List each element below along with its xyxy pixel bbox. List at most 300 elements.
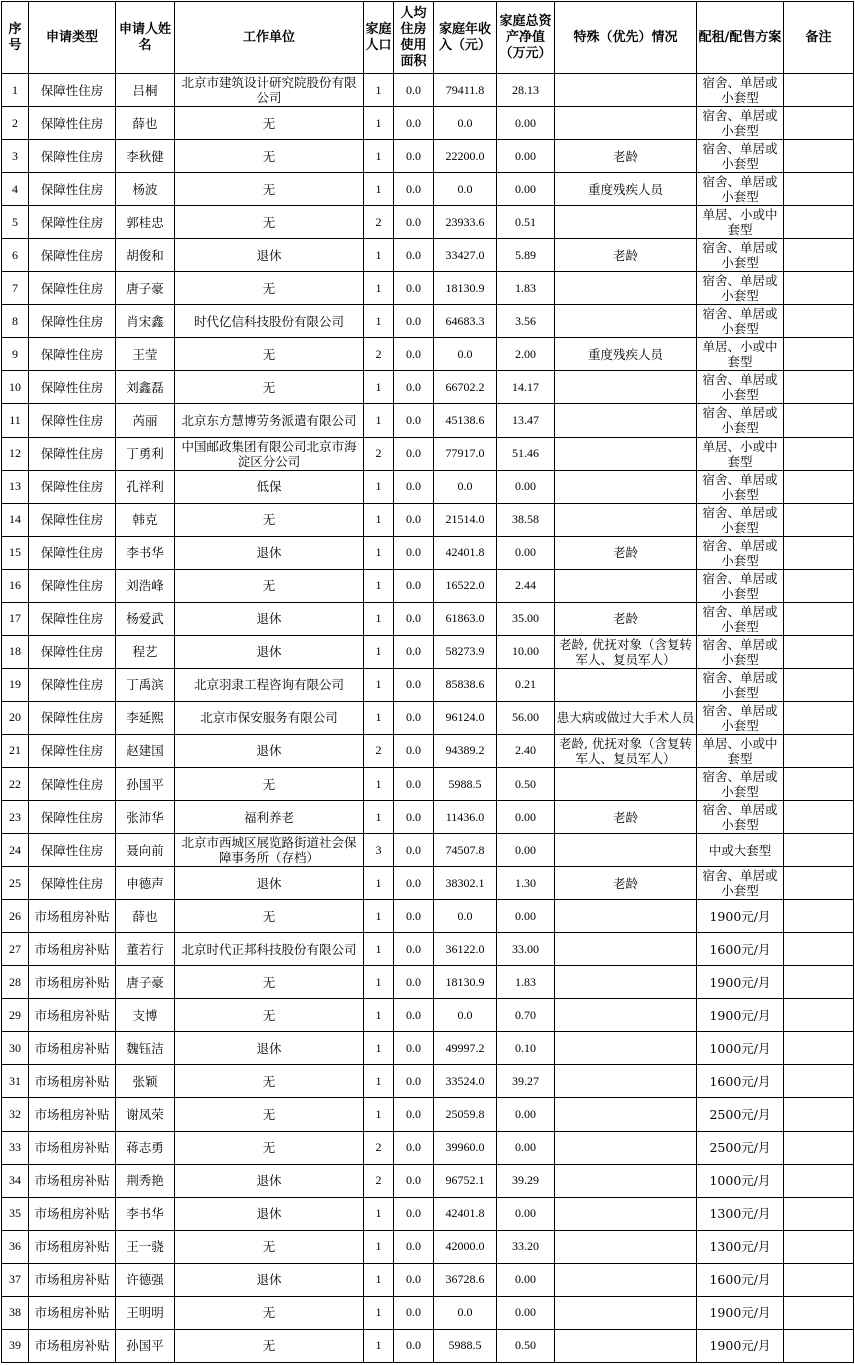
- cell-applicant-name: 李延熙: [116, 701, 175, 734]
- cell-employer: 无: [175, 371, 364, 404]
- cell-applicant-name: 芮丽: [116, 404, 175, 437]
- cell-application-type: 保障性住房: [29, 867, 116, 900]
- header-remarks: 备注: [784, 2, 854, 74]
- cell-employer: 无: [175, 206, 364, 239]
- table-row: [2, 701, 854, 734]
- cell-priority-condition: 重度残疾人员: [555, 173, 697, 206]
- cell-index: 5: [2, 206, 29, 239]
- cell-priority-condition: [555, 437, 697, 470]
- cell-index: 31: [2, 1065, 29, 1098]
- cell-index: 12: [2, 437, 29, 470]
- table-body: [2, 74, 854, 1363]
- cell-annual-income: 18130.9: [434, 966, 497, 999]
- cell-household-size: 1: [364, 470, 394, 503]
- table-row: [2, 1098, 854, 1131]
- cell-employer: 无: [175, 107, 364, 140]
- cell-allocation-plan: 宿舍、单居或小套型: [697, 107, 784, 140]
- cell-housing-area: 0.0: [394, 305, 434, 338]
- cell-household-size: 1: [364, 1329, 394, 1362]
- cell-application-type: 保障性住房: [29, 404, 116, 437]
- table-row: [2, 1197, 854, 1230]
- cell-employer: 无: [175, 999, 364, 1032]
- cell-allocation-plan: 单居、小或中套型: [697, 437, 784, 470]
- cell-annual-income: 0.0: [434, 173, 497, 206]
- cell-applicant-name: 韩克: [116, 503, 175, 536]
- cell-net-assets: 39.27: [497, 1065, 555, 1098]
- cell-application-type: 保障性住房: [29, 767, 116, 800]
- cell-application-type: 市场租房补贴: [29, 1329, 116, 1362]
- cell-applicant-name: 孙国平: [116, 1329, 175, 1362]
- cell-index: 10: [2, 371, 29, 404]
- cell-net-assets: 0.00: [497, 173, 555, 206]
- cell-remarks: [784, 569, 854, 602]
- cell-application-type: 保障性住房: [29, 801, 116, 834]
- cell-applicant-name: 薛也: [116, 900, 175, 933]
- cell-allocation-plan: 宿舍、单居或小套型: [697, 239, 784, 272]
- cell-annual-income: 0.0: [434, 999, 497, 1032]
- cell-priority-condition: [555, 1230, 697, 1263]
- cell-remarks: [784, 767, 854, 800]
- cell-allocation-plan: 1600元/月: [697, 933, 784, 966]
- cell-application-type: 保障性住房: [29, 107, 116, 140]
- table-row: [2, 173, 854, 206]
- cell-allocation-plan: 2500元/月: [697, 1131, 784, 1164]
- table-row: [2, 767, 854, 800]
- cell-applicant-name: 唐子豪: [116, 966, 175, 999]
- cell-index: 21: [2, 734, 29, 767]
- cell-applicant-name: 郭桂忠: [116, 206, 175, 239]
- cell-allocation-plan: 1900元/月: [697, 900, 784, 933]
- cell-allocation-plan: 宿舍、单居或小套型: [697, 470, 784, 503]
- cell-net-assets: 28.13: [497, 74, 555, 107]
- cell-annual-income: 94389.2: [434, 734, 497, 767]
- cell-household-size: 1: [364, 668, 394, 701]
- cell-household-size: 1: [364, 1197, 394, 1230]
- cell-applicant-name: 蒋志勇: [116, 1131, 175, 1164]
- cell-household-size: 1: [364, 900, 394, 933]
- cell-index: 3: [2, 140, 29, 173]
- cell-remarks: [784, 305, 854, 338]
- cell-priority-condition: [555, 1197, 697, 1230]
- cell-applicant-name: 赵建国: [116, 734, 175, 767]
- cell-housing-area: 0.0: [394, 734, 434, 767]
- cell-employer: 北京羽隶工程咨询有限公司: [175, 668, 364, 701]
- cell-employer: 无: [175, 173, 364, 206]
- header-annual-income: 家庭年收入（元）: [434, 2, 497, 74]
- cell-net-assets: 2.40: [497, 734, 555, 767]
- header-row: [2, 2, 854, 74]
- cell-annual-income: 77917.0: [434, 437, 497, 470]
- cell-employer: 低保: [175, 470, 364, 503]
- cell-employer: 退休: [175, 867, 364, 900]
- cell-priority-condition: 老龄, 优抚对象（含复转军人、复员军人）: [555, 734, 697, 767]
- cell-annual-income: 49997.2: [434, 1032, 497, 1065]
- cell-application-type: 保障性住房: [29, 602, 116, 635]
- cell-application-type: 保障性住房: [29, 206, 116, 239]
- cell-housing-area: 0.0: [394, 536, 434, 569]
- cell-household-size: 2: [364, 437, 394, 470]
- cell-employer: 无: [175, 569, 364, 602]
- cell-priority-condition: [555, 767, 697, 800]
- table-row: [2, 867, 854, 900]
- cell-housing-area: 0.0: [394, 371, 434, 404]
- cell-housing-area: 0.0: [394, 1296, 434, 1329]
- cell-priority-condition: 老龄: [555, 140, 697, 173]
- cell-applicant-name: 孔祥利: [116, 470, 175, 503]
- cell-annual-income: 0.0: [434, 338, 497, 371]
- cell-annual-income: 96124.0: [434, 701, 497, 734]
- cell-priority-condition: 老龄, 优抚对象（含复转军人、复员军人）: [555, 635, 697, 668]
- cell-applicant-name: 孙国平: [116, 767, 175, 800]
- cell-net-assets: 3.56: [497, 305, 555, 338]
- table-row: [2, 999, 854, 1032]
- table-row: [2, 734, 854, 767]
- cell-household-size: 3: [364, 834, 394, 867]
- table-row: [2, 1329, 854, 1362]
- cell-employer: 退休: [175, 1197, 364, 1230]
- cell-application-type: 市场租房补贴: [29, 1065, 116, 1098]
- cell-allocation-plan: 宿舍、单居或小套型: [697, 668, 784, 701]
- cell-applicant-name: 谢凤荣: [116, 1098, 175, 1131]
- cell-priority-condition: [555, 900, 697, 933]
- cell-net-assets: 0.00: [497, 1197, 555, 1230]
- cell-allocation-plan: 宿舍、单居或小套型: [697, 140, 784, 173]
- cell-net-assets: 10.00: [497, 635, 555, 668]
- cell-household-size: 1: [364, 1296, 394, 1329]
- cell-employer: 退休: [175, 635, 364, 668]
- cell-housing-area: 0.0: [394, 1164, 434, 1197]
- cell-priority-condition: [555, 74, 697, 107]
- cell-household-size: 1: [364, 999, 394, 1032]
- cell-priority-condition: [555, 272, 697, 305]
- cell-net-assets: 33.00: [497, 933, 555, 966]
- cell-housing-area: 0.0: [394, 503, 434, 536]
- cell-applicant-name: 李书华: [116, 536, 175, 569]
- cell-remarks: [784, 1296, 854, 1329]
- cell-remarks: [784, 900, 854, 933]
- table-row: [2, 371, 854, 404]
- cell-remarks: [784, 1263, 854, 1296]
- cell-index: 22: [2, 767, 29, 800]
- cell-application-type: 保障性住房: [29, 140, 116, 173]
- cell-housing-area: 0.0: [394, 470, 434, 503]
- cell-priority-condition: [555, 206, 697, 239]
- cell-application-type: 保障性住房: [29, 734, 116, 767]
- cell-applicant-name: 荆秀艳: [116, 1164, 175, 1197]
- cell-index: 16: [2, 569, 29, 602]
- cell-household-size: 1: [364, 140, 394, 173]
- cell-index: 23: [2, 801, 29, 834]
- cell-net-assets: 0.51: [497, 206, 555, 239]
- cell-allocation-plan: 1900元/月: [697, 966, 784, 999]
- cell-allocation-plan: 1300元/月: [697, 1230, 784, 1263]
- cell-annual-income: 33427.0: [434, 239, 497, 272]
- cell-application-type: 市场租房补贴: [29, 1098, 116, 1131]
- table-row: [2, 107, 854, 140]
- cell-household-size: 2: [364, 1131, 394, 1164]
- cell-priority-condition: [555, 1131, 697, 1164]
- cell-applicant-name: 张颖: [116, 1065, 175, 1098]
- cell-household-size: 1: [364, 1098, 394, 1131]
- cell-household-size: 2: [364, 206, 394, 239]
- cell-applicant-name: 丁勇利: [116, 437, 175, 470]
- header-index: 序号: [2, 2, 29, 74]
- table-row: [2, 1230, 854, 1263]
- cell-employer: 无: [175, 503, 364, 536]
- cell-index: 8: [2, 305, 29, 338]
- cell-employer: 无: [175, 338, 364, 371]
- applicant-table: [1, 1, 854, 1363]
- cell-applicant-name: 魏钰洁: [116, 1032, 175, 1065]
- table-row: [2, 1131, 854, 1164]
- cell-net-assets: 0.00: [497, 107, 555, 140]
- cell-remarks: [784, 635, 854, 668]
- cell-application-type: 保障性住房: [29, 173, 116, 206]
- cell-housing-area: 0.0: [394, 437, 434, 470]
- cell-housing-area: 0.0: [394, 338, 434, 371]
- cell-remarks: [784, 404, 854, 437]
- cell-priority-condition: [555, 999, 697, 1032]
- cell-net-assets: 0.00: [497, 1296, 555, 1329]
- cell-household-size: 1: [364, 1032, 394, 1065]
- cell-net-assets: 5.89: [497, 239, 555, 272]
- cell-net-assets: 51.46: [497, 437, 555, 470]
- cell-annual-income: 5988.5: [434, 767, 497, 800]
- cell-net-assets: 39.29: [497, 1164, 555, 1197]
- cell-annual-income: 36122.0: [434, 933, 497, 966]
- cell-allocation-plan: 宿舍、单居或小套型: [697, 74, 784, 107]
- cell-net-assets: 0.00: [497, 834, 555, 867]
- cell-housing-area: 0.0: [394, 74, 434, 107]
- cell-remarks: [784, 867, 854, 900]
- cell-applicant-name: 程艺: [116, 635, 175, 668]
- cell-household-size: 1: [364, 404, 394, 437]
- cell-annual-income: 23933.6: [434, 206, 497, 239]
- cell-annual-income: 11436.0: [434, 801, 497, 834]
- cell-priority-condition: [555, 1065, 697, 1098]
- cell-household-size: 1: [364, 801, 394, 834]
- cell-application-type: 保障性住房: [29, 305, 116, 338]
- cell-housing-area: 0.0: [394, 1032, 434, 1065]
- cell-remarks: [784, 503, 854, 536]
- cell-priority-condition: [555, 668, 697, 701]
- cell-priority-condition: [555, 1098, 697, 1131]
- cell-remarks: [784, 1098, 854, 1131]
- cell-applicant-name: 丁禹滨: [116, 668, 175, 701]
- cell-index: 4: [2, 173, 29, 206]
- table-row: [2, 933, 854, 966]
- cell-application-type: 保障性住房: [29, 338, 116, 371]
- table-row: [2, 668, 854, 701]
- cell-allocation-plan: 宿舍、单居或小套型: [697, 173, 784, 206]
- cell-applicant-name: 王莹: [116, 338, 175, 371]
- cell-allocation-plan: 宿舍、单居或小套型: [697, 404, 784, 437]
- cell-remarks: [784, 1164, 854, 1197]
- cell-index: 7: [2, 272, 29, 305]
- cell-household-size: 1: [364, 1263, 394, 1296]
- cell-household-size: 2: [364, 1164, 394, 1197]
- cell-allocation-plan: 单居、小或中套型: [697, 206, 784, 239]
- cell-priority-condition: 老龄: [555, 536, 697, 569]
- cell-housing-area: 0.0: [394, 173, 434, 206]
- cell-index: 38: [2, 1296, 29, 1329]
- cell-application-type: 市场租房补贴: [29, 900, 116, 933]
- cell-application-type: 保障性住房: [29, 272, 116, 305]
- cell-priority-condition: [555, 1329, 697, 1362]
- cell-net-assets: 0.10: [497, 1032, 555, 1065]
- cell-index: 20: [2, 701, 29, 734]
- cell-annual-income: 0.0: [434, 470, 497, 503]
- cell-remarks: [784, 470, 854, 503]
- cell-employer: 无: [175, 1065, 364, 1098]
- cell-allocation-plan: 中或大套型: [697, 834, 784, 867]
- table-row: [2, 140, 854, 173]
- cell-household-size: 1: [364, 173, 394, 206]
- cell-allocation-plan: 宿舍、单居或小套型: [697, 305, 784, 338]
- cell-applicant-name: 胡俊和: [116, 239, 175, 272]
- cell-employer: 福利养老: [175, 801, 364, 834]
- cell-index: 6: [2, 239, 29, 272]
- cell-application-type: 市场租房补贴: [29, 999, 116, 1032]
- cell-housing-area: 0.0: [394, 1197, 434, 1230]
- table-row: [2, 966, 854, 999]
- cell-priority-condition: [555, 966, 697, 999]
- cell-employer: 无: [175, 1296, 364, 1329]
- cell-housing-area: 0.0: [394, 999, 434, 1032]
- table-row: [2, 338, 854, 371]
- cell-housing-area: 0.0: [394, 635, 434, 668]
- cell-household-size: 1: [364, 503, 394, 536]
- cell-annual-income: 42000.0: [434, 1230, 497, 1263]
- cell-housing-area: 0.0: [394, 272, 434, 305]
- cell-household-size: 1: [364, 305, 394, 338]
- cell-remarks: [784, 1131, 854, 1164]
- cell-household-size: 1: [364, 272, 394, 305]
- cell-priority-condition: [555, 1263, 697, 1296]
- cell-annual-income: 5988.5: [434, 1329, 497, 1362]
- cell-allocation-plan: 1600元/月: [697, 1263, 784, 1296]
- cell-remarks: [784, 966, 854, 999]
- cell-index: 14: [2, 503, 29, 536]
- cell-allocation-plan: 1900元/月: [697, 1296, 784, 1329]
- cell-applicant-name: 刘鑫磊: [116, 371, 175, 404]
- cell-index: 11: [2, 404, 29, 437]
- cell-employer: 退休: [175, 536, 364, 569]
- table-row: [2, 1065, 854, 1098]
- cell-annual-income: 0.0: [434, 900, 497, 933]
- cell-net-assets: 2.44: [497, 569, 555, 602]
- cell-application-type: 市场租房补贴: [29, 1032, 116, 1065]
- cell-employer: 北京东方慧博劳务派遣有限公司: [175, 404, 364, 437]
- cell-application-type: 保障性住房: [29, 834, 116, 867]
- cell-application-type: 市场租房补贴: [29, 1197, 116, 1230]
- cell-employer: 退休: [175, 1263, 364, 1296]
- cell-employer: 无: [175, 1329, 364, 1362]
- table-row: [2, 1296, 854, 1329]
- cell-employer: 北京市建筑设计研究院股份有限公司: [175, 74, 364, 107]
- cell-housing-area: 0.0: [394, 1329, 434, 1362]
- cell-priority-condition: 患大病或做过大手术人员: [555, 701, 697, 734]
- cell-net-assets: 13.47: [497, 404, 555, 437]
- cell-employer: 无: [175, 767, 364, 800]
- cell-remarks: [784, 701, 854, 734]
- cell-employer: 无: [175, 900, 364, 933]
- cell-remarks: [784, 1065, 854, 1098]
- cell-allocation-plan: 宿舍、单居或小套型: [697, 867, 784, 900]
- cell-index: 33: [2, 1131, 29, 1164]
- cell-remarks: [784, 734, 854, 767]
- cell-priority-condition: 老龄: [555, 602, 697, 635]
- cell-priority-condition: [555, 1296, 697, 1329]
- cell-priority-condition: [555, 834, 697, 867]
- cell-housing-area: 0.0: [394, 1263, 434, 1296]
- table-row: [2, 437, 854, 470]
- cell-employer: 退休: [175, 1164, 364, 1197]
- cell-household-size: 1: [364, 602, 394, 635]
- cell-application-type: 保障性住房: [29, 371, 116, 404]
- cell-household-size: 2: [364, 338, 394, 371]
- cell-allocation-plan: 宿舍、单居或小套型: [697, 503, 784, 536]
- cell-household-size: 1: [364, 1065, 394, 1098]
- cell-household-size: 1: [364, 635, 394, 668]
- cell-annual-income: 25059.8: [434, 1098, 497, 1131]
- cell-net-assets: 0.70: [497, 999, 555, 1032]
- table-row: [2, 834, 854, 867]
- cell-applicant-name: 董若行: [116, 933, 175, 966]
- cell-housing-area: 0.0: [394, 239, 434, 272]
- header-application-type: 申请类型: [29, 2, 116, 74]
- table-row: [2, 239, 854, 272]
- cell-annual-income: 16522.0: [434, 569, 497, 602]
- cell-applicant-name: 肖宋鑫: [116, 305, 175, 338]
- table-row: [2, 1164, 854, 1197]
- cell-housing-area: 0.0: [394, 602, 434, 635]
- cell-index: 2: [2, 107, 29, 140]
- cell-annual-income: 66702.2: [434, 371, 497, 404]
- cell-household-size: 1: [364, 371, 394, 404]
- cell-index: 17: [2, 602, 29, 635]
- cell-net-assets: 56.00: [497, 701, 555, 734]
- cell-employer: 北京时代正邦科技股份有限公司: [175, 933, 364, 966]
- cell-net-assets: 0.00: [497, 900, 555, 933]
- cell-applicant-name: 李书华: [116, 1197, 175, 1230]
- cell-priority-condition: [555, 503, 697, 536]
- cell-allocation-plan: 1000元/月: [697, 1032, 784, 1065]
- cell-household-size: 1: [364, 536, 394, 569]
- cell-application-type: 市场租房补贴: [29, 1230, 116, 1263]
- cell-employer: 无: [175, 966, 364, 999]
- cell-application-type: 保障性住房: [29, 536, 116, 569]
- cell-household-size: 1: [364, 239, 394, 272]
- cell-allocation-plan: 宿舍、单居或小套型: [697, 272, 784, 305]
- cell-allocation-plan: 1300元/月: [697, 1197, 784, 1230]
- cell-household-size: 1: [364, 933, 394, 966]
- cell-annual-income: 18130.9: [434, 272, 497, 305]
- cell-annual-income: 42401.8: [434, 1197, 497, 1230]
- cell-index: 32: [2, 1098, 29, 1131]
- cell-net-assets: 35.00: [497, 602, 555, 635]
- cell-employer: 无: [175, 272, 364, 305]
- cell-net-assets: 0.00: [497, 536, 555, 569]
- cell-allocation-plan: 宿舍、单居或小套型: [697, 536, 784, 569]
- cell-applicant-name: 薛也: [116, 107, 175, 140]
- cell-applicant-name: 许德强: [116, 1263, 175, 1296]
- cell-household-size: 1: [364, 767, 394, 800]
- table-row: [2, 305, 854, 338]
- cell-index: 24: [2, 834, 29, 867]
- cell-index: 9: [2, 338, 29, 371]
- cell-employer: 退休: [175, 1032, 364, 1065]
